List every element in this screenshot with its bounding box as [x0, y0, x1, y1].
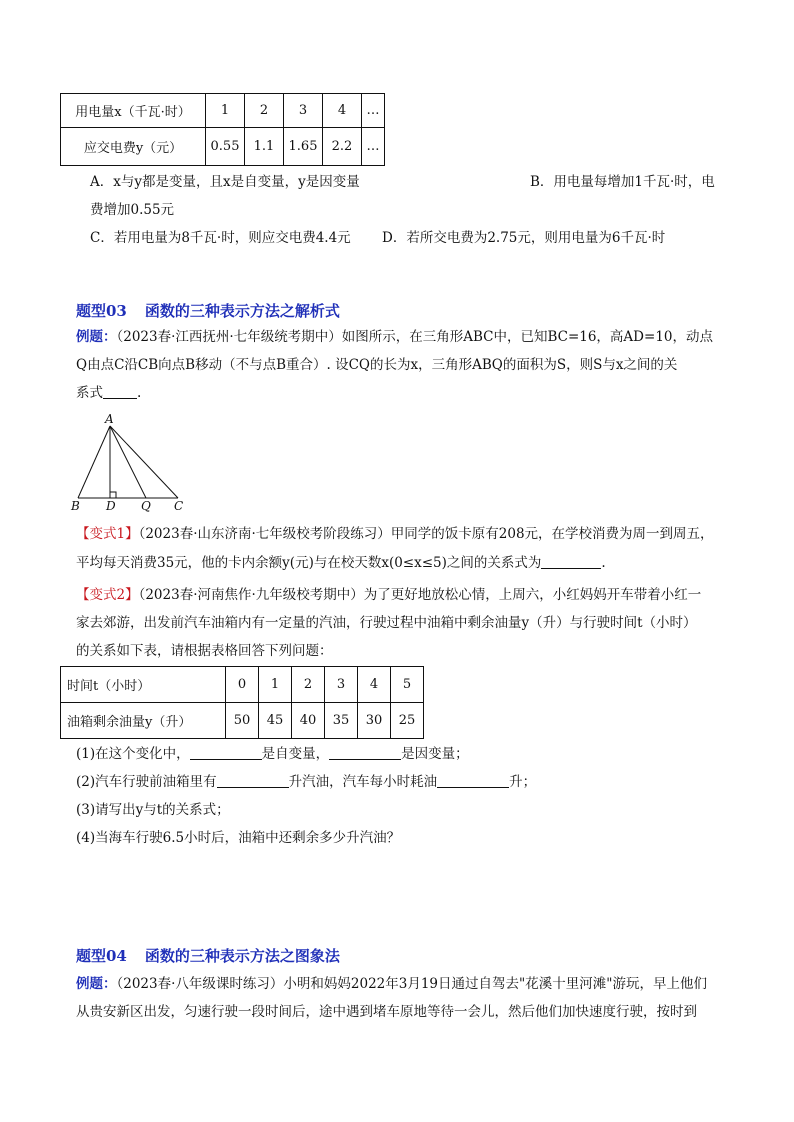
example-line-3	[76, 383, 141, 403]
example-line-2: 从贵安新区出发，匀速行驶一段时间后，途中遇到堵车原地等待一会儿，然后他们加快速度行驶，按时到	[76, 1004, 697, 1020]
table-cell: 时间t（小时）	[61, 667, 226, 703]
section-code: 题型03	[76, 302, 127, 320]
side-ab	[78, 426, 110, 498]
table-row	[61, 94, 385, 128]
answer-blank	[329, 745, 401, 760]
option-b-line2: 费增加0.55元	[90, 202, 175, 218]
variant-text: （2023春·山东济南·七年级校考阶段练习）甲同学的饭卡原有208元，在学校消费为周一到周五，	[138, 526, 714, 542]
variant-2-line-1	[76, 585, 701, 605]
section-04-heading	[76, 945, 358, 966]
table-cell: 30	[358, 703, 391, 739]
variant-2-label: 【变式2】	[76, 587, 139, 603]
example-line-1	[76, 974, 707, 994]
question-text: 是自变量，	[261, 746, 330, 762]
example-text-end: .	[137, 385, 142, 401]
table-cell: 40	[292, 703, 325, 739]
section-code: 题型04	[76, 947, 127, 965]
question-text: 升；	[509, 774, 537, 790]
variant-1-line-1	[76, 524, 714, 544]
option-c: C．若用电量为8千瓦·时，则应交电费4.4元	[90, 230, 351, 246]
segment-aq	[110, 426, 146, 498]
variant-text: （2023春·河南焦作·九年级校考期中）为了更好地放松心情，上周六，小红妈妈开车带着小红一	[138, 587, 702, 603]
table-cell: 1	[206, 94, 245, 128]
table-cell: 35	[325, 703, 358, 739]
table-cell: 45	[259, 703, 292, 739]
example-text: （2023春·八年级课时练习）小明和妈妈2022年3月19日通过自驾去"花溪十里河滩"游玩，早上他们	[116, 976, 707, 992]
question-2	[76, 772, 536, 792]
example-label: 例题：	[76, 976, 117, 992]
table-cell: …	[362, 128, 385, 166]
answer-blank	[190, 745, 262, 760]
question-1	[76, 744, 469, 764]
table-cell: 2	[292, 667, 325, 703]
question-3: (3)请写出y与t的关系式；	[76, 802, 230, 818]
fuel-table	[60, 666, 424, 739]
table-cell: 50	[226, 703, 259, 739]
question-text: (1)在这个变化中，	[76, 746, 190, 762]
variant-1-label: 【变式1】	[76, 526, 139, 542]
table-cell: 25	[391, 703, 424, 739]
table-row	[61, 128, 385, 166]
table-cell: 1.1	[245, 128, 284, 166]
table-cell: 用电量x（千瓦·时）	[61, 94, 206, 128]
table-cell: 3	[325, 667, 358, 703]
table-cell: 1	[259, 667, 292, 703]
table-cell: 1.65	[284, 128, 323, 166]
question-text: 升汽油，汽车每小时耗油	[288, 774, 438, 790]
example-line-2: Q由点C沿CB向点B移动（不与点B重合）. 设CQ的长为x，三角形ABQ的面积为S，则S与x之间的关	[76, 357, 678, 373]
table-cell: 0	[226, 667, 259, 703]
answer-blank	[437, 773, 509, 788]
table-row	[61, 703, 424, 739]
table-cell: 4	[323, 94, 362, 128]
section-title: 函数的三种表示方法之图象法	[144, 947, 340, 965]
option-a: A．x与y都是变量，且x是自变量，y是因变量	[90, 174, 360, 190]
table-cell: 应交电费y（元）	[61, 128, 206, 166]
answer-blank	[103, 384, 137, 399]
option-d: D．若所交电费为2.75元，则用电量为6千瓦·时	[382, 230, 666, 246]
question-text: (2)汽车行驶前油箱里有	[76, 774, 217, 790]
table-cell: …	[362, 94, 385, 128]
variant-text-end: .	[601, 555, 606, 571]
table-cell: 油箱剩余油量y（升）	[61, 703, 226, 739]
section-03-heading	[76, 300, 358, 321]
table-cell: 4	[358, 667, 391, 703]
example-text: 系式	[76, 385, 103, 401]
table-cell: 2.2	[323, 128, 362, 166]
variant-2-line-3: 的关系如下表，请根据表格回答下列问题：	[76, 643, 333, 659]
label-b: B	[71, 499, 80, 513]
table-cell: 3	[284, 94, 323, 128]
example-label: 例题：	[76, 329, 117, 345]
example-line-1	[76, 327, 713, 347]
example-text: （2023春·江西抚州·七年级统考期中）如图所示，在三角形ABC中，已知BC=16，高AD=10，动点	[116, 329, 713, 345]
answer-blank	[217, 773, 289, 788]
section-title: 函数的三种表示方法之解析式	[144, 302, 340, 320]
table-cell: 5	[391, 667, 424, 703]
label-c: C	[174, 499, 184, 513]
variant-text: 平均每天消费35元，他的卡内余额y(元)与在校天数x(0≤x≤5)之间的关系式为	[76, 555, 542, 571]
label-q: Q	[141, 499, 151, 513]
side-ac	[110, 426, 178, 498]
table-cell: 0.55	[206, 128, 245, 166]
triangle-figure	[68, 412, 192, 514]
right-angle-mark	[110, 492, 116, 498]
label-d: D	[106, 499, 116, 513]
label-a: A	[105, 412, 114, 426]
question-text: 是因变量；	[401, 746, 469, 762]
table-row	[61, 667, 424, 703]
electricity-table	[60, 93, 385, 166]
variant-2-line-2: 家去郊游，出发前汽车油箱内有一定量的汽油，行驶过程中油箱中剩余油量y（升）与行驶时间t（小时）	[76, 615, 697, 631]
table-cell: 2	[245, 94, 284, 128]
answer-blank	[541, 554, 601, 569]
question-4: (4)当海车行驶6.5小时后，油箱中还剩余多少升汽油？	[76, 830, 401, 846]
variant-1-line-2	[76, 553, 606, 573]
option-b-line1: B．用电量每增加1千瓦·时，电	[530, 174, 715, 190]
